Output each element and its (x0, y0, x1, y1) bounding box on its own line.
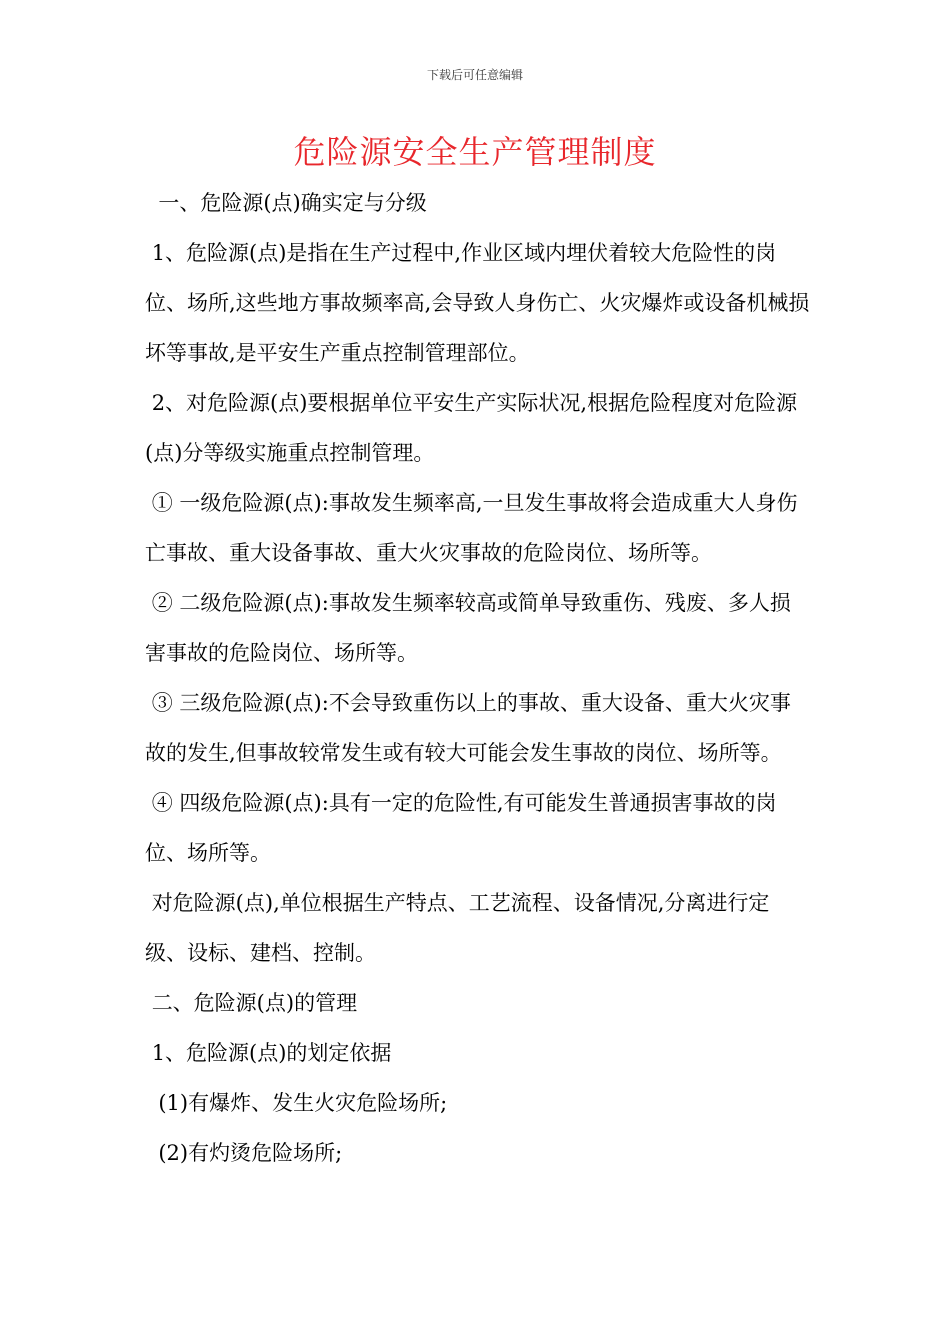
section-heading-1: 一、危险源(点)确实定与分级 (145, 191, 427, 215)
header-note: 下载后可任意编辑 (426, 68, 523, 82)
section-heading-2: 二、危险源(点)的管理 (145, 991, 358, 1015)
level-4-item: ④ 四级危险源(点):具有一定的危险性,有可能发生普通损害事故的岗位、场所等。 (145, 791, 777, 865)
subheading-criteria: 1、危险源(点)的划定依据 (145, 1041, 392, 1065)
level-3-item: ③ 三级危险源(点):不会导致重伤以上的事故、重大设备、重大火灾事故的发生,但事故较常发生或有较大可能会发生事故的岗位、场所等。 (145, 691, 791, 765)
document-title: 危险源安全生产管理制度 (293, 133, 657, 171)
paragraph-1: 1、危险源(点)是指在生产过程中,作业区域内埋伏着较大危险性的岗位、场所,这些地方事故频率高,会导致人身伤亡、火灾爆炸或设备机械损坏等事故,是平安生产重点控制管理部位。 (145, 241, 810, 365)
document-body (145, 178, 810, 1178)
level-2-item: ② 二级危险源(点):事故发生频率较高或简单导致重伤、残废、多人损害事故的危险岗位、场所等。 (145, 591, 791, 665)
paragraph-classification: 对危险源(点),单位根据生产特点、工艺流程、设备情况,分离进行定级、设标、建档、控制。 (145, 891, 770, 965)
level-1-item: ① 一级危险源(点):事故发生频率高,一旦发生事故将会造成重大人身伤亡事故、重大设备事故、重大火灾事故的危险岗位、场所等。 (145, 491, 798, 565)
criteria-item-2: (2)有灼烫危险场所; (145, 1141, 343, 1165)
paragraph-2: 2、对危险源(点)要根据单位平安生产实际状况,根据危险程度对危险源(点)分等级实施重点控制管理。 (145, 391, 798, 465)
criteria-item-1: (1)有爆炸、发生火灾危险场所; (145, 1091, 448, 1115)
